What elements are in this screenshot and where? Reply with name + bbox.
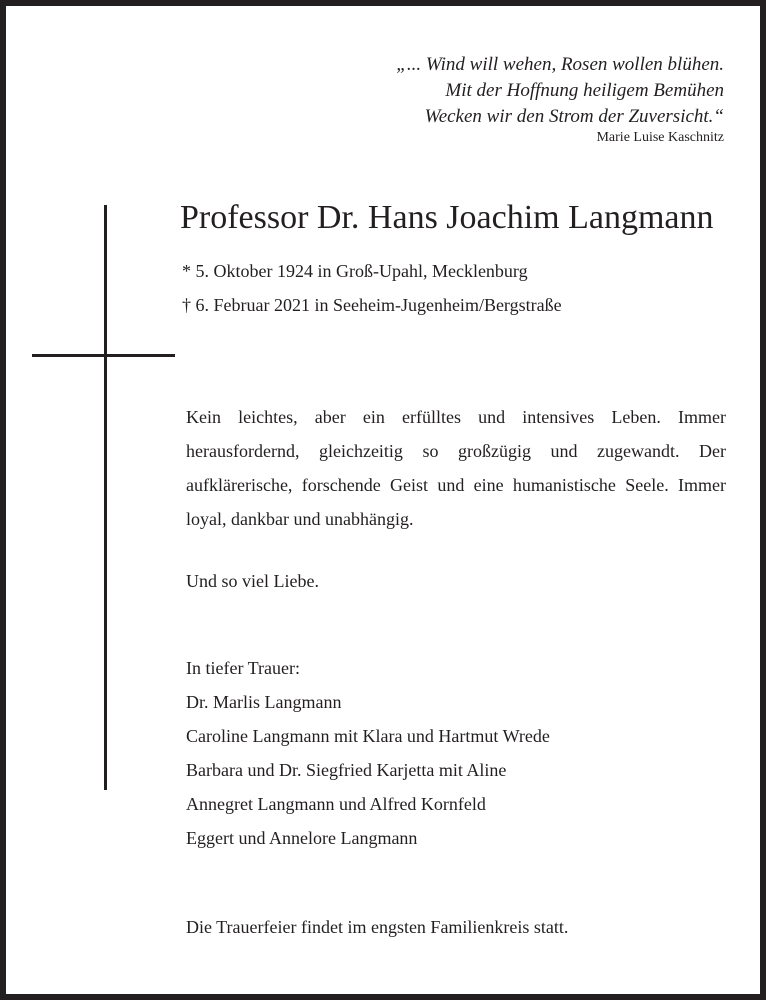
epigraph-quote [396, 52, 724, 148]
tribute-paragraph: Kein leichtes, aber ein erfülltes und intensives Leben. Immer herausfordernd, gleichzeitig so großzügig und zugewandt. Der aufklärerische, forschende Geist und eine humanistische Seele. Immer loyal, dankbar und unabhängig. [186, 407, 726, 529]
cross-horizontal-bar [32, 354, 175, 357]
mourner-name: Annegret Langmann und Alfred Kornfeld [186, 794, 486, 814]
mourner-name: Caroline Langmann mit Klara und Hartmut Wrede [186, 726, 550, 746]
birth-date: * 5. Oktober 1924 in Groß-Upahl, Mecklenburg [182, 261, 528, 281]
mourner-name: Dr. Marlis Langmann [186, 692, 342, 712]
cross-vertical-bar [104, 205, 107, 790]
death-date: † 6. Februar 2021 in Seeheim-Jugenheim/Bergstraße [182, 295, 562, 315]
quote-author: Marie Luise Kaschnitz [596, 130, 724, 145]
life-dates [182, 254, 562, 322]
tribute-closing-line: Und so viel Liebe. [186, 571, 319, 591]
mourners-heading: In tiefer Trauer: [186, 658, 300, 678]
quote-line: Mit der Hoffnung heiligem Bemühen [445, 80, 724, 101]
mourner-name: Eggert und Annelore Langmann [186, 828, 418, 848]
obituary-page [6, 6, 760, 994]
deceased-name: Professor Dr. Hans Joachim Langmann [180, 199, 714, 236]
quote-line: Wecken wir den Strom der Zuversicht.“ [424, 106, 724, 127]
mourner-name: Barbara und Dr. Siegfried Karjetta mit Aline [186, 760, 507, 780]
mourners-list [186, 651, 550, 855]
funeral-note: Die Trauerfeier findet im engsten Familienkreis statt. [186, 917, 569, 937]
quote-line: „... Wind will wehen, Rosen wollen blühen. [396, 54, 724, 75]
